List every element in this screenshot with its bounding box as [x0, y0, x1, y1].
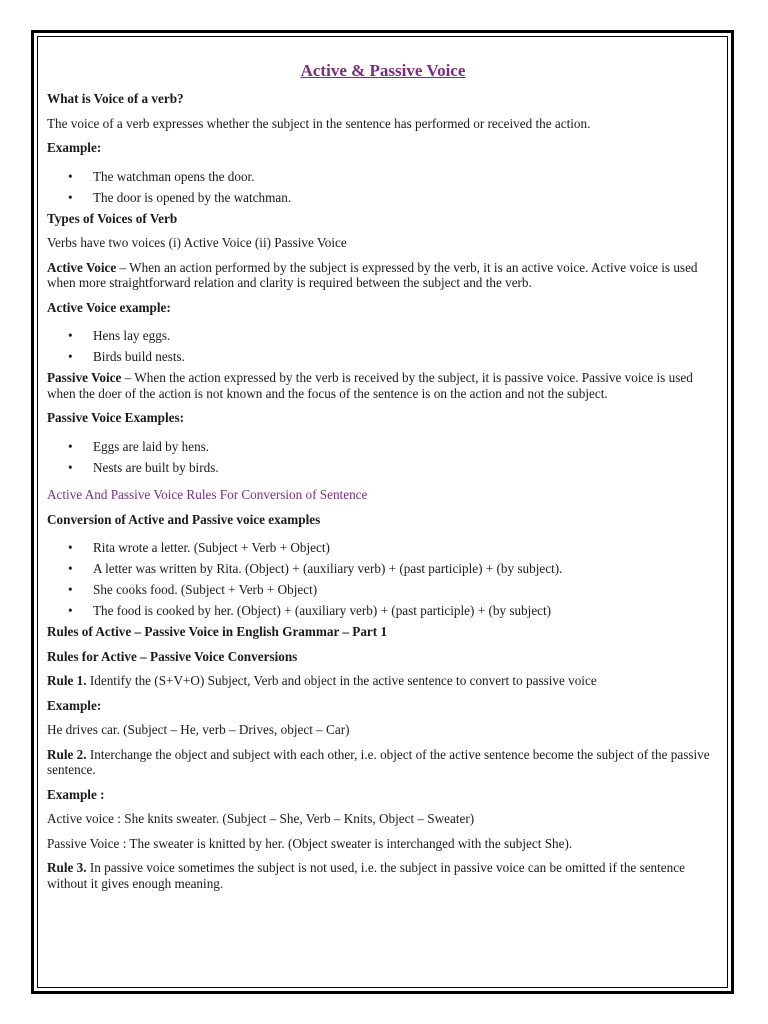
document-body: [47, 58, 719, 900]
list-item: • Hens lay eggs.: [68, 328, 171, 343]
types-heading: Types of Voices of Verb: [47, 210, 178, 226]
rule-3-label: Rule 3.: [47, 860, 87, 875]
active-example-heading: Active Voice example:: [47, 299, 171, 315]
bullet-icon: •: [68, 603, 73, 618]
voice-definition: The voice of a verb expresses whether the subject in the sentence has performed or received the action.: [47, 115, 591, 131]
bullet-icon: •: [68, 189, 73, 205]
example-list-1: [47, 169, 719, 206]
rule-3: Rule 3. In passive voice sometimes the subject is not used, i.e. the subject in passive voice can be omitted if the sentence without it gives enough meaning.: [47, 860, 685, 891]
types-text: Verbs have two voices (i) Active Voice (ii) Passive Voice: [47, 235, 347, 250]
bullet-icon: •: [68, 168, 73, 184]
rule-2-passive-example: Passive Voice : The sweater is knitted by her. (Object sweater is interchanged with the subject She).: [47, 835, 573, 851]
bullet-icon: •: [68, 349, 73, 364]
list-item: • Birds build nests.: [68, 349, 185, 364]
bullet-icon: •: [68, 438, 73, 454]
list-item: • The watchman opens the door.: [68, 168, 255, 184]
rule-2-label: Rule 2.: [47, 746, 87, 762]
list-item: • Rita wrote a letter. (Subject + Verb + Object): [68, 540, 330, 555]
list-item: • The door is opened by the watchman.: [68, 189, 292, 205]
list-item: • Nests are built by birds.: [68, 459, 219, 475]
bullet-icon: •: [68, 561, 73, 576]
active-example-list: [47, 328, 719, 365]
example-label: Example:: [47, 140, 102, 155]
active-voice-label: Active Voice: [47, 259, 117, 275]
rules-part1-heading: Rules of Active – Passive Voice in English Grammar – Part 1: [47, 624, 388, 639]
example-label: Example:: [47, 697, 102, 713]
conversion-example-list: [47, 540, 719, 619]
list-item: • She cooks food. (Subject + Verb + Object): [68, 582, 318, 597]
bullet-icon: •: [68, 540, 73, 555]
passive-example-list: [47, 439, 719, 476]
conversion-heading: Conversion of Active and Passive voice examples: [47, 511, 321, 527]
passive-voice-label: Passive Voice: [47, 370, 122, 385]
passive-voice-definition: Passive Voice – When the action expressed by the verb is received by the subject, it is passive voice. Passive voice is used when the doer of the action is not known and the focus of the sentence is on the action and not the subject.: [47, 370, 693, 401]
bullet-icon: •: [68, 582, 73, 597]
bullet-icon: •: [68, 459, 73, 475]
rule-1-example: He drives car. (Subject – He, verb – Drives, object – Car): [47, 722, 350, 737]
bullet-icon: •: [68, 328, 73, 343]
list-item: • Eggs are laid by hens.: [68, 438, 210, 454]
rules-subheading: Active And Passive Voice Rules For Conversion of Sentence: [47, 487, 368, 502]
list-item: • A letter was written by Rita. (Object) + (auxiliary verb) + (past participle) + (by subject).: [68, 561, 563, 576]
active-voice-definition: Active Voice – When an action performed by the subject is expressed by the verb, it is an active voice. Active voice is used when more straightforward relation and clarity is required between the subject and the verb.: [47, 259, 698, 290]
passive-example-heading: Passive Voice Examples:: [47, 410, 184, 425]
rule-1: Rule 1. Identify the (S+V+O) Subject, Verb and object in the active sentence to convert to passive voice: [47, 673, 597, 688]
rule-2: Rule 2. Interchange the object and subject with each other, i.e. object of the active sentence become the subject of the passive sentence.: [47, 746, 710, 777]
rules-conversion-heading: Rules for Active – Passive Voice Conversions: [47, 648, 298, 664]
document-title: Active & Passive Voice: [300, 61, 466, 80]
voice-question-heading: What is Voice of a verb?: [47, 91, 184, 106]
rule-2-active-example: Active voice : She knits sweater. (Subject – She, Verb – Knits, Object – Sweater): [47, 811, 475, 826]
rule-1-label: Rule 1.: [47, 673, 87, 688]
list-item: • The food is cooked by her. (Object) + (auxiliary verb) + (past participle) + (by subject): [68, 603, 552, 618]
example-label: Example :: [47, 786, 105, 802]
